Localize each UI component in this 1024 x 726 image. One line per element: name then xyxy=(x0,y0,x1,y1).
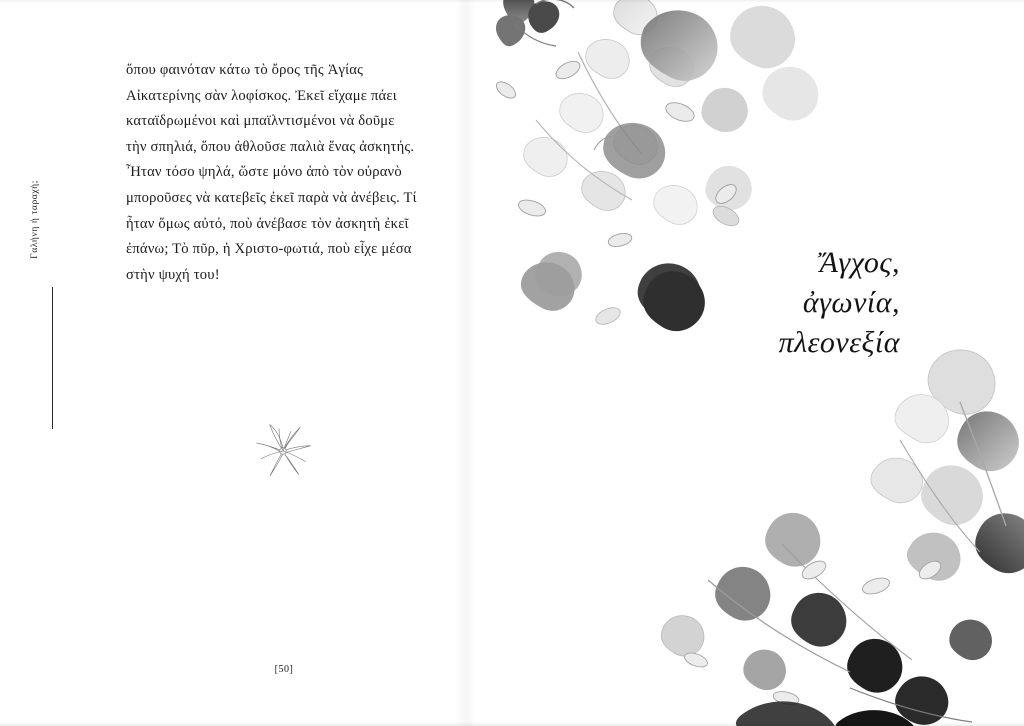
body-paragraph: ὅπου φαινόταν κάτω τὸ ὄρος τῆς Ἁγίας Αἰκατερίνης σὰν λοφίσκος. Ἐκεῖ εἴχαμε πάει καταϊδρωμένοι καὶ μπαϊλντισμένοι νὰ δοῦμε τὴν σπηλιά, ὅπου ἀθλοῦσε παλιὰ ἕνας ἀσκητής. Ἦταν τόσο ψηλά, ὥστε μόνο ἀπὸ τὸν οὐρανὸ μποροῦσες νὰ κατεβεῖς ἐκεῖ παρὰ νὰ ἀνέβεις. Τί ἦταν ὅμως αὐτό, ποὺ ἀνέβασε τὸν ἀσκητὴ ἐκεῖ ἐπάνω; Τὸ πῦρ, ἡ Χριστο-φωτιά, ποὺ εἶχε μέσα στὴν ψυχή του! xyxy=(126,62,417,283)
body-text-block xyxy=(126,58,418,288)
chapter-title xyxy=(470,243,1024,363)
page-number: [50] xyxy=(274,664,294,675)
floral-ornament-icon xyxy=(250,418,316,484)
page-top-edge xyxy=(0,0,1024,3)
right-page xyxy=(466,0,1024,726)
chapter-title-line-3: πλεονεξία xyxy=(778,326,900,359)
chapter-title-line-1: Ἄγχος, xyxy=(819,246,900,279)
running-head: Γαλήνη ἡ ταραχή; xyxy=(30,180,40,259)
page-bottom-edge xyxy=(0,722,1024,726)
chapter-title-line-2: ἀγωνία, xyxy=(802,286,900,319)
vertical-rule xyxy=(52,287,53,429)
